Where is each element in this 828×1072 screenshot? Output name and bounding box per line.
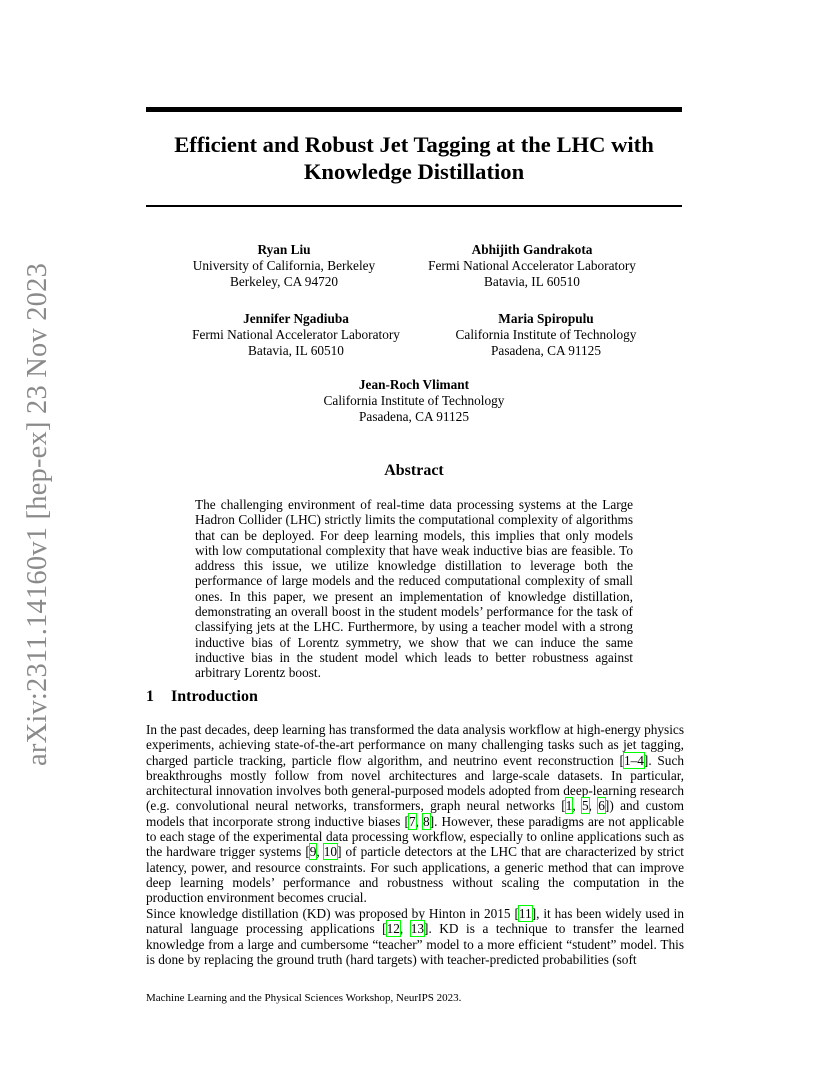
citation-link[interactable]: 1–4	[623, 752, 644, 768]
paragraph-text: ] of particle detectors at the LHC that are characterized by strict latency, power, and resource constraints. For such applications, a generic method that can improve deep learning models’ performance and robustness without scaling the computation in the production environment becomes crucial.	[146, 844, 684, 906]
paragraph-text: ]. KD is a technique to transfer the learned knowledge from a large and cumbersome “teacher” model to a more efficient “student” model. This is done by replacing the ground truth (hard targets) with teacher-predicted probabilities (soft	[146, 921, 684, 967]
citation-separator: ,	[588, 798, 599, 814]
author-affiliation: University of California, Berkeley	[192, 258, 376, 273]
section-number: 1	[146, 688, 154, 705]
intro-paragraph-2	[146, 906, 684, 967]
author-block	[176, 311, 416, 359]
title-top-rule	[146, 107, 682, 112]
title-line-2: Knowledge Distillation	[303, 159, 525, 184]
author-address: Pasadena, CA 91125	[491, 343, 601, 358]
author-block	[412, 242, 652, 290]
citation-separator: ,	[572, 798, 582, 814]
citation-link[interactable]: 13	[410, 921, 425, 937]
citation-link[interactable]: 1	[565, 798, 573, 814]
author-name: Jean-Roch Vlimant	[358, 377, 470, 392]
citation-link[interactable]: 6	[598, 798, 605, 814]
intro-paragraph-1	[146, 722, 684, 906]
author-block	[426, 311, 666, 359]
paragraph-text: Since knowledge distillation (KD) was proposed by Hinton in 2015 [	[146, 906, 519, 921]
author-affiliation: Fermi National Accelerator Laboratory	[428, 258, 636, 273]
paper-title	[146, 131, 682, 185]
citation-link[interactable]: 7	[408, 813, 416, 829]
abstract-heading: Abstract	[384, 462, 444, 479]
citation-link[interactable]: 9	[309, 844, 317, 860]
author-address: Berkeley, CA 94720	[229, 274, 339, 289]
paragraph-text: ]. However, these paradigms are not applicable to each stage of the experimental data processing workflow, especially to online applications such as the hardware trigger systems [	[146, 813, 684, 860]
paragraph-text: ]. Such breakthroughs mostly follow from novel architectures and large-scale datasets. In particular, architectural innovation involves both general-purposed models adopted from deep-learning research (e.g. convolutional neural networks, transformers, graph neural networks [	[146, 752, 684, 814]
citation-link[interactable]: 12	[386, 921, 400, 937]
author-block	[294, 377, 534, 425]
section-title: Introduction	[171, 688, 258, 705]
author-affiliation: California Institute of Technology	[323, 393, 505, 408]
arxiv-identifier: arXiv:2311.14160v1 [hep-ex] 23 Nov 2023	[22, 262, 53, 766]
footer-note: Machine Learning and the Physical Sciences Workshop, NeurIPS 2023.	[146, 992, 462, 1004]
abstract-text: The challenging environment of real-time data processing systems at the Large Hadron Collider (LHC) strictly limits the computational complexity of algorithms that can be deployed. For deep learning models, this implies that only models with low computational complexity that have weak inductive bias are feasible. To address this issue, we utilize knowledge distillation to leverage both the performance of large models and the reduced computational complexity of small ones. In this paper, we present an implementation of knowledge distillation, demonstrating an overall boost in the student models’ performance for the task of classifying jets at the LHC. Furthermore, by using a teacher model with a strong inductive bias of Lorentz symmetry, we show that we can induce the same inductive bias in the student model which leads to better robustness against arbitrary Lorentz boost.	[195, 497, 633, 681]
citation-separator: ,	[415, 813, 424, 829]
paragraph-text: In the past decades, deep learning has transformed the data analysis workflow at high-energy physics experiments, achieving state-of-the-art performance on many challenging tasks such as jet tagging, charged particle tracking, particle flow algorithm, and neutrino event reconstruction [	[146, 722, 684, 768]
author-name: Abhijith Gandrakota	[471, 242, 593, 257]
title-line-1: Efficient and Robust Jet Tagging at the LHC with	[174, 132, 654, 157]
citation-separator: ,	[399, 921, 411, 937]
author-block	[164, 242, 404, 290]
author-name: Jennifer Ngadiuba	[243, 311, 349, 326]
citation-link[interactable]: 11	[518, 906, 532, 921]
author-address: Batavia, IL 60510	[248, 343, 344, 358]
citation-link[interactable]: 10	[323, 844, 338, 860]
paragraph-text: ], it has been widely used in natural language processing applications [	[146, 906, 684, 937]
author-affiliation: Fermi National Accelerator Laboratory	[192, 327, 400, 342]
citation-separator: ,	[316, 844, 324, 860]
title-bottom-rule	[146, 205, 682, 207]
author-address: Batavia, IL 60510	[484, 274, 580, 289]
citation-link[interactable]: 5	[581, 798, 589, 814]
citation-link[interactable]: 8	[423, 813, 430, 829]
author-affiliation: California Institute of Technology	[455, 327, 637, 342]
section-heading	[146, 688, 258, 706]
author-name: Maria Spiropulu	[498, 311, 594, 326]
paragraph-text: ]) and custom models that incorporate strong inductive biases [	[146, 798, 684, 829]
author-name: Ryan Liu	[257, 242, 311, 257]
author-address: Pasadena, CA 91125	[359, 409, 469, 424]
